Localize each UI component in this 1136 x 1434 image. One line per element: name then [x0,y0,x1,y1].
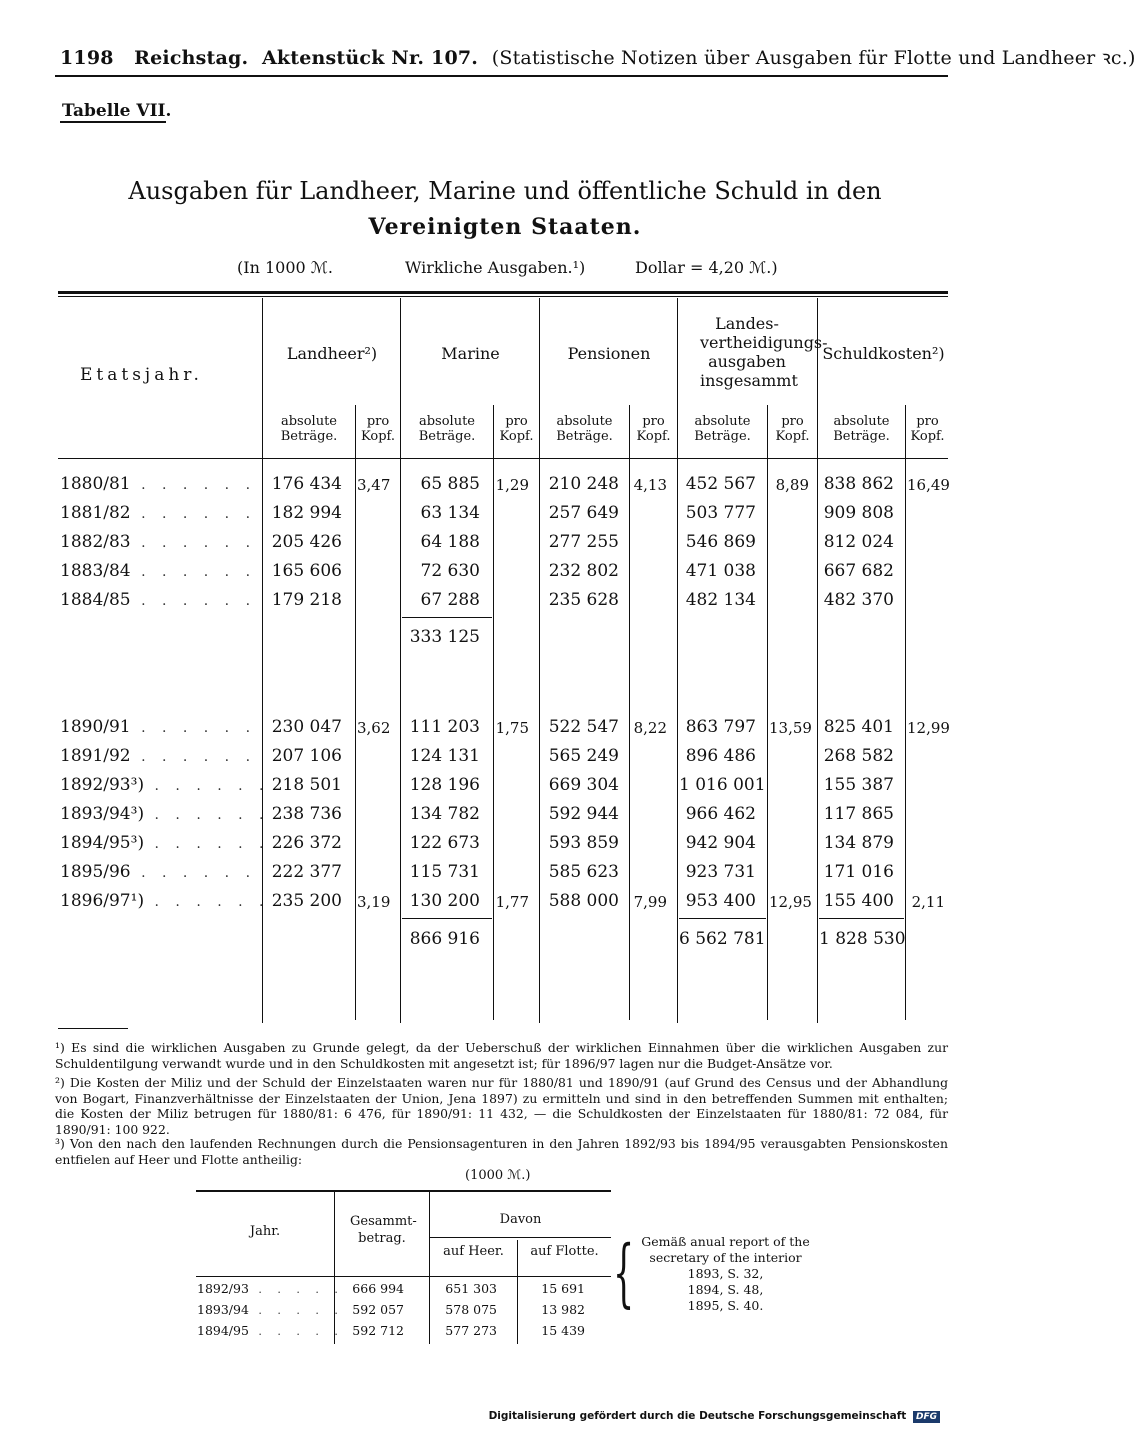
subtitle-kind: Wirkliche Ausgaben.¹) [405,258,586,277]
cell-absolute: 207 106 [271,746,342,766]
col-divider [539,298,540,1023]
header-rule [55,75,948,77]
small-header-davon: Davon [499,1212,542,1227]
cell-absolute: 235 200 [271,891,342,911]
small-cell-total: 592 057 [352,1302,404,1317]
small-header-heer: auf Heer. [443,1244,504,1259]
col-divider [262,298,263,1023]
cell-absolute: 588 000 [548,891,619,911]
row-year-label: 1895/96 [60,862,131,882]
cell-per-capita: 13,59 [769,719,812,737]
row-year-label: 1891/92 [60,746,131,766]
sum-rule [679,918,766,919]
cell-absolute: 257 649 [548,503,619,523]
cell-absolute: 592 944 [548,804,619,824]
col-divider [817,298,818,1023]
row-year [60,833,269,853]
running-header [60,44,1136,70]
cell-absolute: 942 904 [685,833,756,853]
cell-absolute: 522 547 [548,717,619,737]
cell-absolute: 825 401 [823,717,894,737]
footnote-3: ³) Von den nach den laufenden Rechnungen durch die Pensionsagenturen in den Jahren 1892/93 bis 1894/95 verausgabten Pensionskosten entfielen auf Heer und Flotte antheilig: [55,1136,948,1167]
cell-absolute: 838 862 [823,474,894,494]
small-table-header-rule [196,1276,611,1277]
cell-per-capita: 1,77 [495,893,529,911]
table-label: Tabelle VII. [62,101,172,121]
row-year [60,717,256,737]
leader-dots: . . . . . . [144,836,270,852]
footer-text: Digitalisierung gefördert durch die Deutsche Forschungsgemeinschaft [488,1410,907,1422]
sum-rule [819,918,904,919]
footnote-separator [58,1028,128,1029]
col-header-marine: Marine [441,344,500,363]
subtitle-rate: Dollar = 4,20 ℳ.) [635,258,778,277]
cell-absolute: 128 196 [409,775,480,795]
cell-per-capita: 16,49 [907,476,950,494]
row-year-label: 1883/84 [60,561,131,581]
cell-absolute: 171 016 [823,862,894,882]
cell-absolute: 65 885 [420,474,480,494]
cell-per-capita: 3,47 [357,476,391,494]
leader-dots: . . . . . . [130,865,257,881]
cell-absolute: 565 249 [548,746,619,766]
digitization-credit [489,1410,940,1423]
leader-dots: . . . . . [248,1283,344,1296]
row-year [60,474,256,494]
leader-dots: . . . . . . [130,535,257,551]
cell-absolute: 155 400 [823,891,894,911]
row-year-label: 1896/97¹) [60,891,145,911]
cell-per-capita: 3,19 [357,893,391,911]
cell-per-capita: 12,99 [907,719,950,737]
row-year [60,590,256,610]
subcol-divider [905,405,906,1020]
cell-absolute: 111 203 [409,717,480,737]
leader-dots: . . . . . . [130,564,257,580]
small-table-top-rule [196,1190,611,1192]
cell-absolute: 923 731 [685,862,756,882]
cell-absolute: 218 501 [271,775,342,795]
row-year-label: 1880/81 [60,474,131,494]
leader-dots: . . . . . [248,1304,344,1317]
reichstag-label: Reichstag. [134,47,249,69]
page-number: 1198 [60,47,114,69]
cell-absolute: 235 628 [548,590,619,610]
dfg-logo: DFG [913,1411,940,1423]
small-table-davon-rule [430,1237,611,1238]
subheader-absolute: absolute Beträge. [694,414,751,444]
cell-per-capita: 8,22 [633,719,667,737]
cell-absolute: 63 134 [420,503,480,523]
col-header-landheer: Landheer²) [286,344,378,363]
row-year [60,862,256,882]
cell-absolute: 909 808 [823,503,894,523]
small-header-flotte: auf Flotte. [530,1244,599,1259]
small-cell-heer: 577 273 [445,1323,497,1338]
row-year-label: 1892/93³) [60,775,145,795]
cell-per-capita: 3,62 [357,719,391,737]
sum-marine-1890s: 866 916 [409,929,480,949]
small-table-unit: (1000 ℳ.) [465,1168,531,1183]
small-cell-total: 592 712 [352,1323,404,1338]
cell-per-capita: 1,75 [495,719,529,737]
small-cell-heer: 651 303 [445,1281,497,1296]
table-top-rule [58,291,948,294]
subcol-divider [629,405,630,1020]
subheader-pro-kopf: pro Kopf. [775,414,810,444]
small-row-year [197,1281,344,1296]
cell-absolute: 966 462 [685,804,756,824]
row-year [60,532,256,552]
row-year-label: 1882/83 [60,532,131,552]
cell-absolute: 452 567 [685,474,756,494]
leader-dots: . . . . . . [130,720,257,736]
footnote-2: ²) Die Kosten der Miliz und der Schuld der Einzelstaaten waren nur für 1880/81 und 1890/91 (auf Grund des Census und der Abhandlung von Bogart, Finanzverhältnisse der Einzelstaaten der Union, Jena 1897) zu ermitteln und sind in den betreffenden Summen mit enthalten; die Kosten der Miliz betrugen für 1880/81: 6 476, für 1890/91: 11 432, — die Schuldkosten der Einzelstaaten für 1880/81: 72 084, für 1890/91: 100 922. [55,1075,948,1137]
row-year [60,804,269,824]
leader-dots: . . . . . [248,1325,344,1338]
cell-absolute: 667 682 [823,561,894,581]
cell-absolute: 471 038 [685,561,756,581]
sum-rule [402,918,492,919]
subcol-divider [493,405,494,1020]
cell-per-capita: 7,99 [633,893,667,911]
cell-per-capita: 12,95 [769,893,812,911]
leader-dots: . . . . . . [144,778,270,794]
cell-absolute: 205 426 [271,532,342,552]
cell-absolute: 238 736 [271,804,342,824]
cell-absolute: 277 255 [548,532,619,552]
cell-absolute: 1 016 001 [679,775,766,795]
cell-absolute: 232 802 [548,561,619,581]
note-line: 1895, S. 40. [687,1298,764,1313]
subheader-pro-kopf: pro Kopf. [361,414,395,444]
row-year [60,891,269,911]
cell-per-capita: 4,13 [633,476,667,494]
cell-absolute: 165 606 [271,561,342,581]
small-cell-flotte: 15 439 [541,1323,585,1338]
brace-glyph: { [613,1230,635,1316]
cell-absolute: 953 400 [685,891,756,911]
small-row-year [197,1302,344,1317]
subheader-pro-kopf: pro Kopf. [499,414,534,444]
subheader-absolute: absolute Beträge. [556,414,613,444]
subcol-divider [355,405,356,1020]
leader-dots: . . . . . . [144,894,270,910]
cell-absolute: 503 777 [685,503,756,523]
leader-dots: . . . . . . [144,807,270,823]
table-label-underline [60,121,166,123]
subheader-absolute: absolute Beträge. [418,414,476,444]
page-title-line1: Ausgaben für Landheer, Marine und öffentliche Schuld in den [128,177,882,205]
small-cell-total: 666 994 [352,1281,404,1296]
row-year-label: 1893/94³) [60,804,145,824]
sum-debt-1890s: 1 828 530 [819,929,906,949]
aktenstueck-label: Aktenstück Nr. 107. [261,47,479,69]
cell-absolute: 482 370 [823,590,894,610]
small-cell-flotte: 15 691 [541,1281,585,1296]
col-header-pensionen: Pensionen [567,344,651,363]
subheader-pro-kopf: pro Kopf. [910,414,945,444]
cell-absolute: 72 630 [420,561,480,581]
cell-absolute: 230 047 [271,717,342,737]
cell-absolute: 155 387 [823,775,894,795]
row-year-label: 1894/95³) [60,833,145,853]
year-column-header: Etatsjahr. [80,365,203,385]
small-row-year [197,1323,344,1338]
cell-absolute: 117 865 [823,804,894,824]
page-title-line2: Vereinigten Staaten. [368,214,642,240]
leader-dots: . . . . . . [130,749,257,765]
cell-absolute: 812 024 [823,532,894,552]
cell-per-capita: 1,29 [495,476,529,494]
cell-absolute: 115 731 [409,862,480,882]
col-header-schuldkosten: Schuldkosten²) [822,344,945,363]
sum-rule [402,617,492,618]
small-cell-flotte: 13 982 [541,1302,585,1317]
col-divider [677,298,678,1023]
cell-absolute: 124 131 [409,746,480,766]
cell-absolute: 210 248 [548,474,619,494]
small-row-year-label: 1893/94 [197,1302,249,1317]
leader-dots: . . . . . . [130,593,257,609]
cell-absolute: 122 673 [409,833,480,853]
small-header-year: Jahr. [249,1224,281,1239]
cell-absolute: 134 879 [823,833,894,853]
cell-absolute: 669 304 [548,775,619,795]
footnote-1: ¹) Es sind die wirklichen Ausgaben zu Grunde gelegt, da der Ueberschuß der wirklichen Einnahmen über die wirklichen Ausgaben zur Schuldentilgung verwandt wurde und in den Schuldkosten mit angesetzt ist; für 1896/97 lagen nur die Budget-Ansätze vor. [55,1040,948,1071]
cell-absolute: 585 623 [548,862,619,882]
header-title: (Statistische Notizen über Ausgaben für Flotte und Landheer ꝛc.) [491,47,1136,69]
sum-marine-1880s: 333 125 [409,627,480,647]
note-line: 1893, S. 32, [687,1266,764,1281]
cell-absolute: 222 377 [271,862,342,882]
cell-absolute: 226 372 [271,833,342,853]
cell-absolute: 134 782 [409,804,480,824]
subheader-pro-kopf: pro Kopf. [636,414,671,444]
cell-absolute: 64 188 [420,532,480,552]
subcol-divider [767,405,768,1020]
col-header-defense: Landes- vertheidigungs- ausgaben insgesammt [700,314,828,390]
subtitle-unit: (In 1000 ℳ. [237,258,333,277]
cell-absolute: 863 797 [685,717,756,737]
cell-absolute: 896 486 [685,746,756,766]
table-top-rule-thin [58,296,948,297]
small-cell-heer: 578 075 [445,1302,497,1317]
subheader-absolute: absolute Beträge. [833,414,890,444]
small-row-year-label: 1892/93 [197,1281,249,1296]
cell-per-capita: 8,89 [775,476,809,494]
note-line: secretary of the interior [649,1250,802,1265]
cell-absolute: 67 288 [420,590,480,610]
cell-absolute: 130 200 [409,891,480,911]
subheader-absolute: absolute Beträge. [280,414,338,444]
row-year-label: 1884/85 [60,590,131,610]
row-year-label: 1881/82 [60,503,131,523]
cell-absolute: 176 434 [271,474,342,494]
leader-dots: . . . . . . [130,506,257,522]
cell-absolute: 546 869 [685,532,756,552]
small-row-year-label: 1894/95 [197,1323,249,1338]
small-header-total: Gesammt- betrag. [350,1214,417,1246]
cell-absolute: 182 994 [271,503,342,523]
cell-per-capita: 2,11 [911,893,945,911]
cell-absolute: 179 218 [271,590,342,610]
cell-absolute: 482 134 [685,590,756,610]
small-col-divider [334,1192,335,1344]
table-header-rule [58,458,948,459]
sum-defense-1890s: 6 562 781 [679,929,766,949]
col-divider [400,298,401,1023]
note-line: 1894, S. 48, [687,1282,764,1297]
row-year [60,503,256,523]
row-year-label: 1890/91 [60,717,131,737]
cell-absolute: 593 859 [548,833,619,853]
small-table-note [628,1234,823,1314]
row-year [60,746,256,766]
row-year [60,775,269,795]
row-year [60,561,256,581]
leader-dots: . . . . . . [130,477,257,493]
note-line: Gemäß anual report of the [641,1234,810,1249]
cell-absolute: 268 582 [823,746,894,766]
